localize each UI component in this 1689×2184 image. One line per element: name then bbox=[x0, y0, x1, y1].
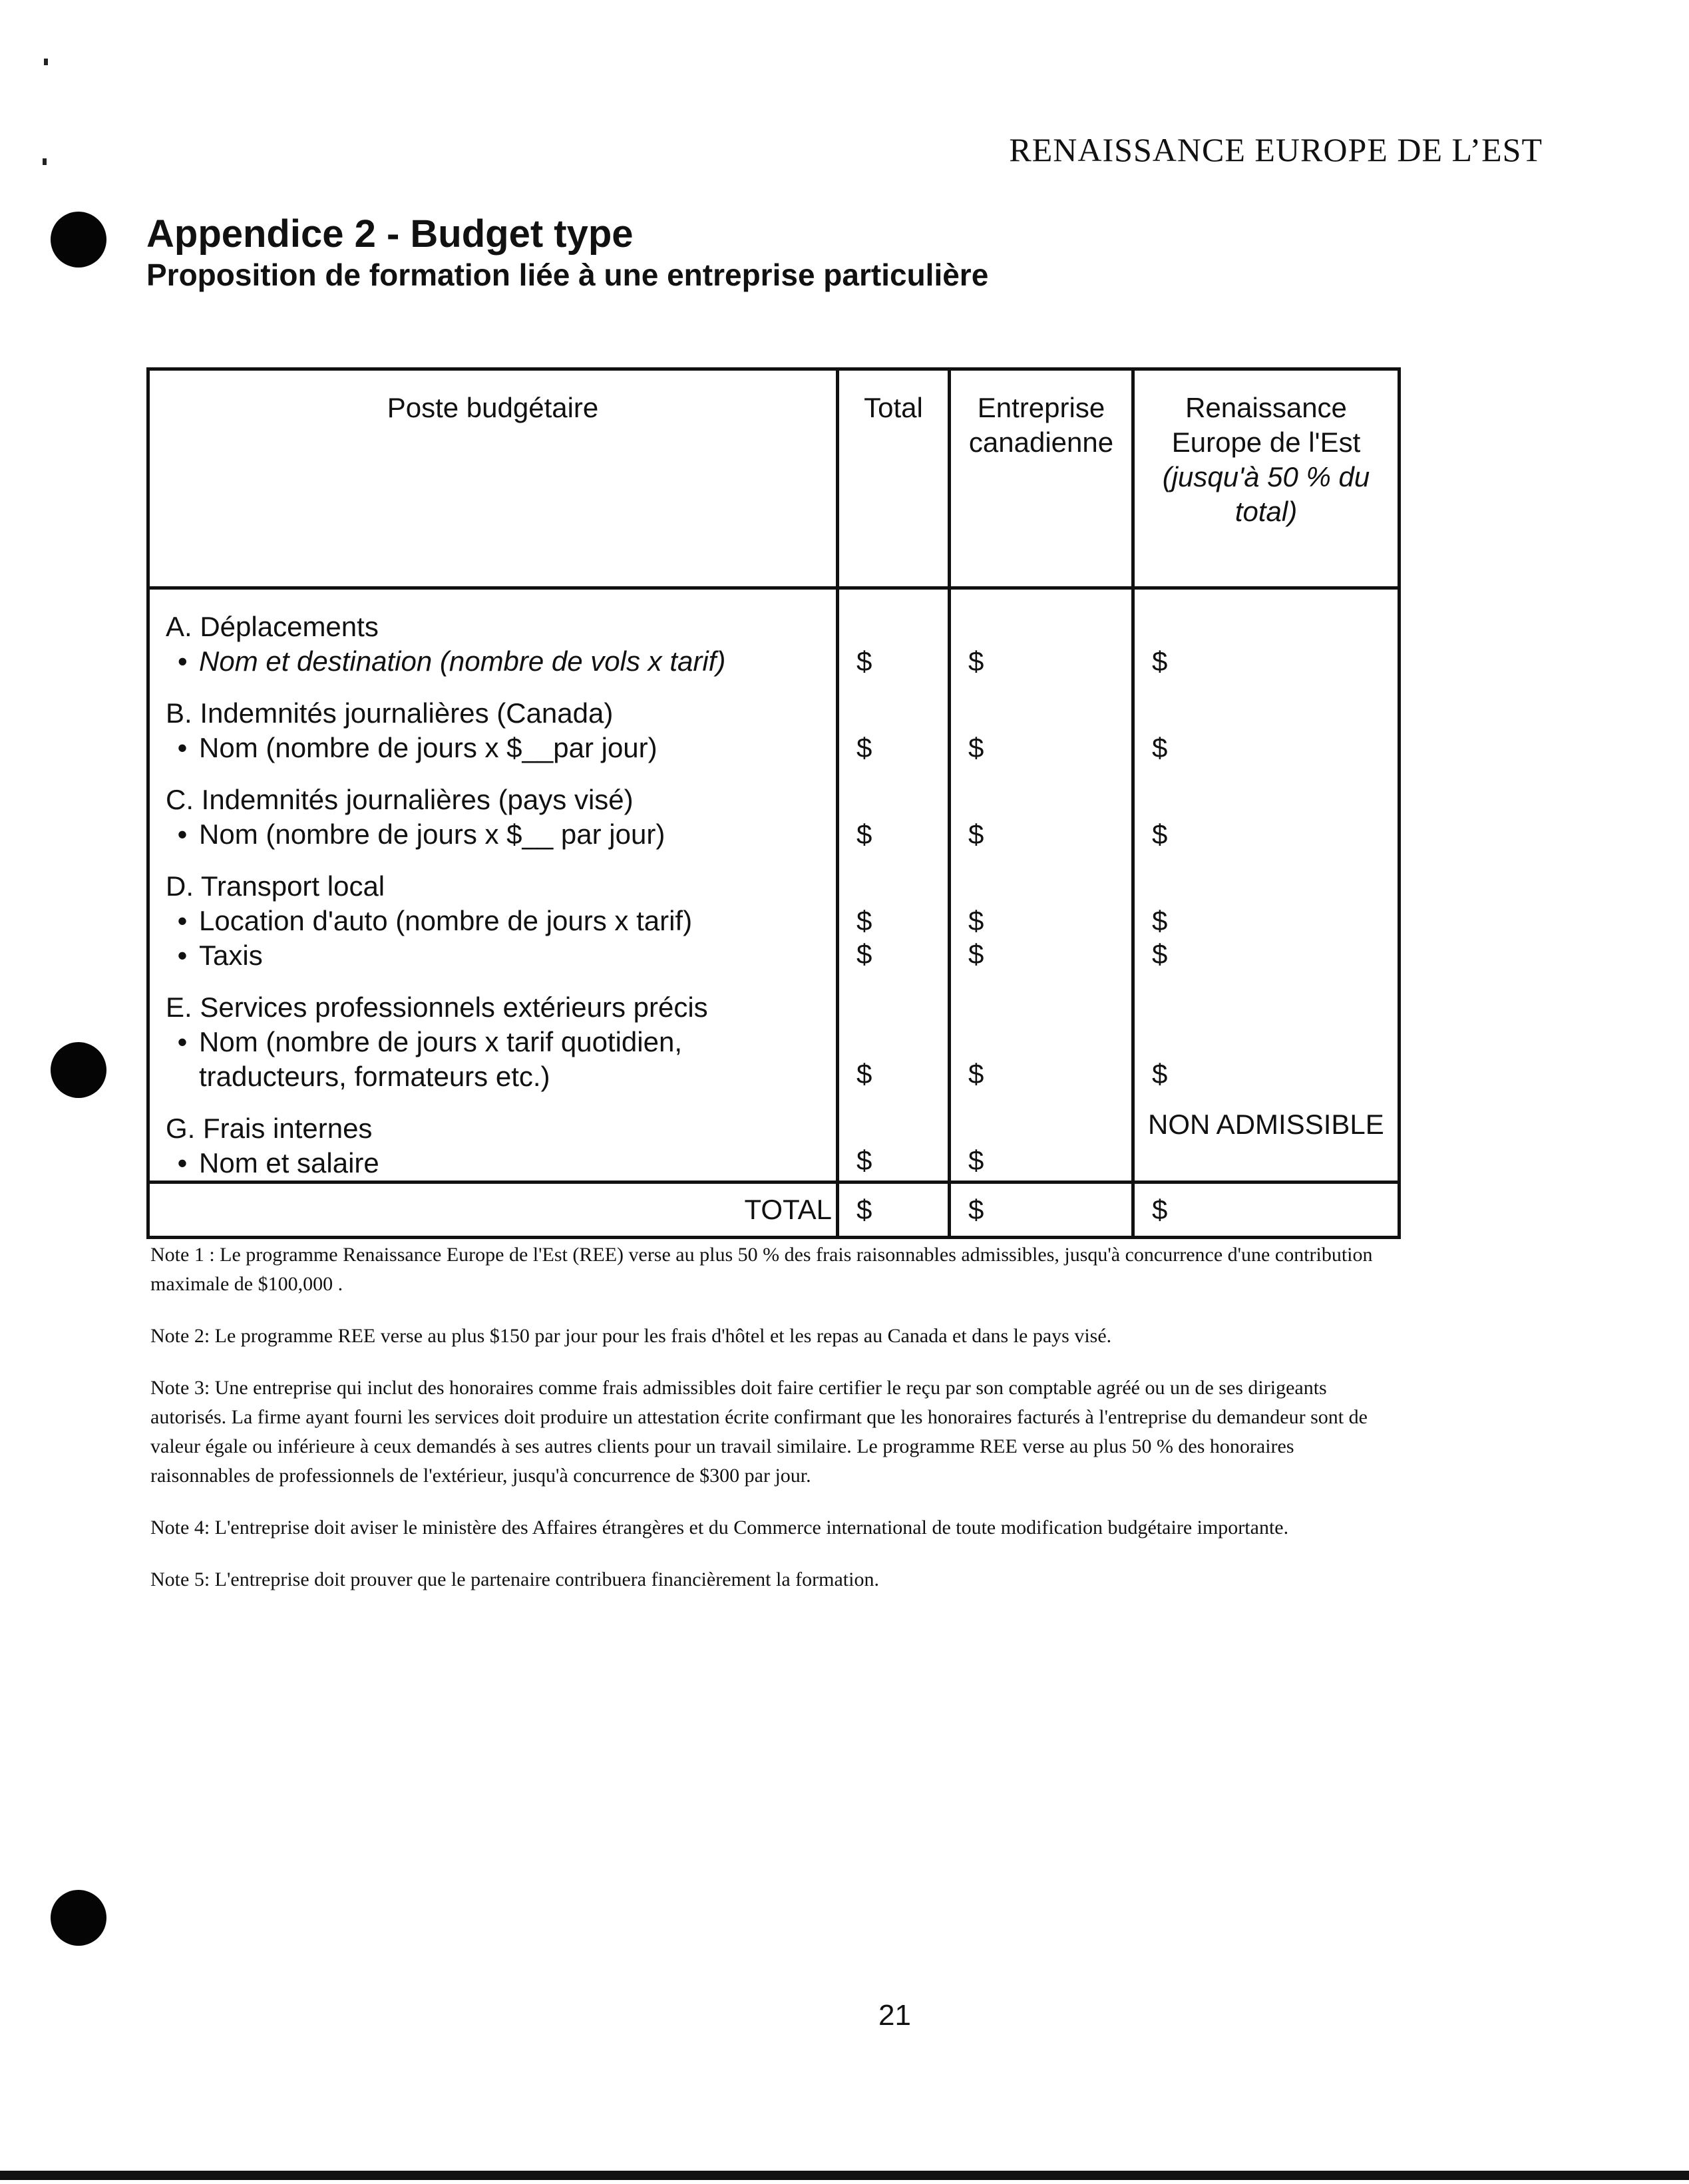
money-symbol: $ bbox=[968, 732, 984, 763]
section-bullet: • Nom et destination (nombre de vols x tarif) bbox=[166, 644, 836, 679]
ree-column bbox=[1133, 588, 1400, 1183]
money-symbol: $ bbox=[1152, 819, 1168, 850]
page-title: Appendice 2 - Budget type bbox=[146, 212, 634, 256]
money-symbol: $ bbox=[856, 938, 872, 970]
money-symbol: $ bbox=[856, 1145, 872, 1176]
money-symbol: $ bbox=[856, 645, 872, 677]
total-label: TOTAL bbox=[148, 1183, 838, 1238]
money-symbol: $ bbox=[856, 905, 872, 936]
total-column bbox=[838, 588, 950, 1183]
section-c bbox=[166, 783, 836, 852]
note-3: Note 3: Une entreprise qui inclut des honoraires comme frais admissibles doit faire certifier le reçu par son comptable agréé ou un de ses dirigeants autorisés. La firme ayant fourni les services doit produire un attestation écrite confirmant que les honoraires facturés à l'entreprise du demandeur sont de valeur égale ou inférieure à ceux demandés à ses autres clients pour un travail similaire. Le programme REE verse au plus 50 % des honoraires raisonnables de professionnels de l'extérieur, jusqu'à concurrence de $300 par jour. bbox=[150, 1377, 1368, 1487]
money-symbol: $ bbox=[856, 1058, 872, 1089]
page-subtitle: Proposition de formation liée à une entreprise particulière bbox=[146, 258, 989, 292]
section-title: D. Transport local bbox=[166, 870, 385, 902]
money-symbol: $ bbox=[856, 1194, 872, 1225]
notes bbox=[150, 1240, 1375, 1617]
header-entreprise-line2: canadienne bbox=[968, 427, 1114, 458]
header-item: Poste budgétaire bbox=[148, 369, 838, 588]
total-ree-cell bbox=[1133, 1183, 1400, 1238]
money-symbol: $ bbox=[856, 819, 872, 850]
note-1: Note 1 : Le programme Renaissance Europe de l'Est (REE) verse au plus 50 % des frais raisonnables admissibles, jusqu'à concurrence d'une contribution maximale de $100,000 . bbox=[150, 1244, 1373, 1295]
punch-hole bbox=[51, 1042, 106, 1098]
section-bullet: • Nom (nombre de jours x $__par jour) bbox=[166, 731, 836, 765]
header-ree-line2: Europe de l'Est bbox=[1171, 427, 1361, 458]
header-entreprise bbox=[950, 369, 1133, 588]
entreprise-column bbox=[950, 588, 1133, 1183]
table-header-row bbox=[148, 369, 1400, 588]
section-bullet: • Nom et salaire bbox=[166, 1146, 836, 1181]
money-symbol: $ bbox=[968, 938, 984, 970]
items-cell bbox=[148, 588, 838, 1183]
money-symbol: $ bbox=[1152, 1058, 1168, 1089]
money-symbol: $ bbox=[968, 1058, 984, 1089]
note-4: Note 4: L'entreprise doit aviser le ministère des Affaires étrangères et du Commerce international de toute modification budgétaire importante. bbox=[150, 1517, 1289, 1539]
page-number: 21 bbox=[878, 1999, 911, 2032]
section-bullet: • Taxis bbox=[166, 938, 836, 973]
section-title: C. Indemnités journalières (pays visé) bbox=[166, 784, 634, 815]
section-bullet: • Nom (nombre de jours x $__ par jour) bbox=[166, 817, 836, 852]
section-title: E. Services professionnels extérieurs précis bbox=[166, 992, 708, 1023]
section-bullet: • Location d'auto (nombre de jours x tarif) bbox=[166, 904, 836, 938]
money-symbol: $ bbox=[968, 645, 984, 677]
running-head: RENAISSANCE EUROPE DE L’EST bbox=[1009, 131, 1543, 168]
money-symbol: $ bbox=[1152, 645, 1168, 677]
bottom-scan-edge bbox=[0, 2171, 1689, 2180]
header-entreprise-line1: Entreprise bbox=[977, 392, 1105, 423]
money-symbol: $ bbox=[1152, 1194, 1168, 1225]
money-symbol: $ bbox=[1152, 905, 1168, 936]
header-total: Total bbox=[838, 369, 950, 588]
money-symbol: $ bbox=[1152, 938, 1168, 970]
money-symbol: $ bbox=[968, 1145, 984, 1176]
section-bullet: • Nom (nombre de jours x tarif quotidien, traducteurs, formateurs etc.) bbox=[166, 1025, 836, 1094]
total-entreprise-cell bbox=[950, 1183, 1133, 1238]
scan-speck bbox=[43, 158, 47, 165]
money-symbol: $ bbox=[968, 819, 984, 850]
note-2: Note 2: Le programme REE verse au plus $150 par jour pour les frais d'hôtel et les repas au Canada et dans le pays visé. bbox=[150, 1325, 1112, 1347]
section-g bbox=[166, 1111, 836, 1181]
section-title: B. Indemnités journalières (Canada) bbox=[166, 697, 614, 729]
section-d bbox=[166, 869, 836, 973]
total-total-cell bbox=[838, 1183, 950, 1238]
non-admissible-label: NON ADMISSIBLE bbox=[1148, 1109, 1384, 1140]
table-body-row bbox=[148, 588, 1400, 1183]
section-title: G. Frais internes bbox=[166, 1113, 373, 1144]
header-ree-note: (jusqu'à 50 % du total) bbox=[1162, 461, 1370, 527]
table-total-row bbox=[148, 1183, 1400, 1238]
money-symbol: $ bbox=[1152, 732, 1168, 763]
punch-hole bbox=[51, 1890, 106, 1946]
scan-speck bbox=[44, 59, 48, 65]
money-symbol: $ bbox=[968, 1194, 984, 1225]
section-e bbox=[166, 990, 836, 1094]
section-a bbox=[166, 610, 836, 679]
section-b bbox=[166, 696, 836, 765]
punch-hole bbox=[51, 212, 106, 268]
money-symbol: $ bbox=[856, 732, 872, 763]
header-ree-line1: Renaissance bbox=[1185, 392, 1347, 423]
note-5: Note 5: L'entreprise doit prouver que le partenaire contribuera financièrement la formation. bbox=[150, 1568, 879, 1590]
header-ree bbox=[1133, 369, 1400, 588]
budget-table bbox=[146, 367, 1401, 1239]
section-title: A. Déplacements bbox=[166, 611, 379, 642]
money-symbol: $ bbox=[968, 905, 984, 936]
